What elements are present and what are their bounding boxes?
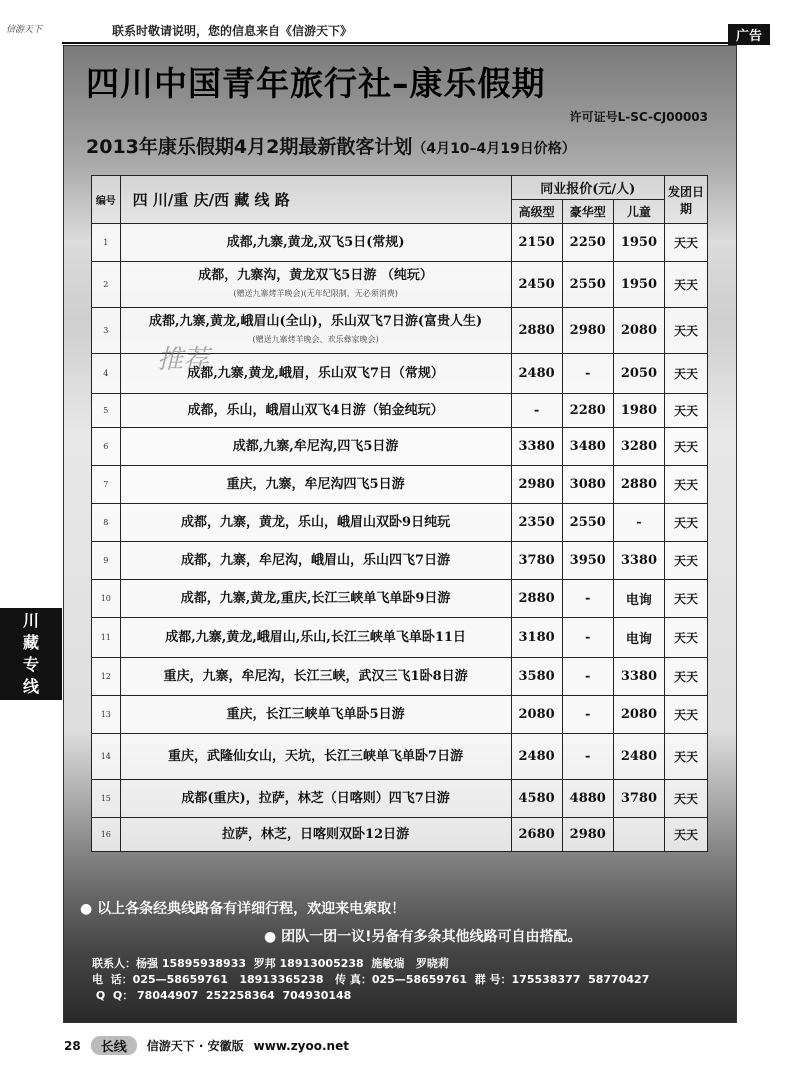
price-high: 2480 [511,354,562,394]
departure-date: 天天 [664,354,707,394]
col-header-number: 编号 [92,176,121,224]
departure-date: 天天 [664,734,707,780]
side-tab-char: 川 [22,611,39,630]
route-note: (赠送九寨烤羊晚会)(无年纪限制，无必须消费) [233,288,398,298]
route-name: 成都,九寨,黄龙,峨眉山(全山)，乐山双飞7日游(富贵人生) [148,313,483,329]
route-name: 成都，九寨沟，黄龙双飞5日游 （纯玩） [198,267,433,283]
price-child: - [613,504,664,542]
price-high: 2450 [511,262,562,308]
price-child: 2480 [613,734,664,780]
price-luxury: - [562,658,613,696]
price-luxury: 4880 [562,780,613,818]
price-luxury: 2980 [562,308,613,354]
contact-qq: Q Q： 78044907 252258364 704930148 [92,989,352,1002]
table-row [92,466,708,504]
price-child: 电询 [613,618,664,658]
section-side-tab [0,608,62,700]
contact-block [92,956,649,1004]
route-cell [120,542,511,580]
table-row [92,542,708,580]
price-luxury: - [562,354,613,394]
price-child: 3280 [613,428,664,466]
row-number: 5 [92,394,121,428]
price-child [613,818,664,852]
col-header-child: 儿童 [613,200,664,224]
price-high: - [511,394,562,428]
table-row [92,696,708,734]
departure-date: 天天 [664,696,707,734]
footer-url: www.zyoo.net [253,1038,349,1053]
route-price-table [91,175,708,852]
col-header-luxury: 豪华型 [562,200,613,224]
table-row [92,504,708,542]
price-luxury: - [562,618,613,658]
table-row [92,224,708,262]
ad-tag: 广告 [728,24,770,45]
price-child: 1950 [613,262,664,308]
price-child: 电询 [613,580,664,618]
route-note: (赠送九寨烤羊晚会、欢乐彝家晚会) [252,334,379,344]
price-high: 2980 [511,466,562,504]
departure-date: 天天 [664,504,707,542]
price-luxury: 3950 [562,542,613,580]
footer-brand: 信游天下 · 安徽版 [146,1039,244,1053]
route-name: 重庆，长江三峡单飞单卧5日游 [226,706,405,722]
departure-date: 天天 [664,542,707,580]
route-cell [120,580,511,618]
route-name: 重庆，武隆仙女山，天坑，长江三峡单飞单卧7日游 [168,748,464,764]
price-child: 1980 [613,394,664,428]
table-row [92,262,708,308]
publication-logo: 信游天下 [6,25,43,35]
price-luxury: 2250 [562,224,613,262]
route-name: 成都,九寨,黄龙,峨眉山,乐山,长江三峡单飞单卧11日 [165,629,466,645]
subtitle-date-range: （4月10–4月19日价格） [412,141,576,157]
col-header-route: 四 川/重 庆/西 藏 线 路 [120,176,511,224]
route-name: 成都,九寨,黄龙,双飞5日(常规) [226,234,405,250]
route-name: 重庆，九寨，牟尼沟四飞5日游 [226,476,405,492]
col-header-high: 高级型 [511,200,562,224]
page-footer [64,1036,349,1055]
contact-phones: 电 话：025—58659761 18913365238 传 真：025—58659761 群 号：175538377 58770427 [92,973,650,986]
price-child: 1950 [613,224,664,262]
price-luxury: 2980 [562,818,613,852]
departure-date: 天天 [664,428,707,466]
route-name: 成都,九寨,黄龙,峨眉，乐山双飞7日（常规） [187,365,444,381]
route-cell [120,224,511,262]
route-cell [120,618,511,658]
route-cell [120,818,511,852]
price-child: 3380 [613,542,664,580]
row-number: 9 [92,542,121,580]
table-row [92,658,708,696]
table-row [92,394,708,428]
route-name: 成都(重庆)，拉萨，林芝（日喀则）四飞7日游 [181,790,450,806]
table-row [92,734,708,780]
advertisement-panel [63,45,737,1023]
route-cell [120,504,511,542]
bullet-itinerary: ● 以上各条经典线路备有详细行程，欢迎来电索取！ [80,901,406,917]
row-number: 8 [92,504,121,542]
side-tab-char: 藏 [22,633,39,652]
route-cell [120,466,511,504]
col-header-price: 同业报价(元/人) [511,176,664,200]
departure-date: 天天 [664,780,707,818]
route-name: 成都，乐山，峨眉山双飞4日游（铂金纯玩） [187,402,444,418]
route-name: 成都，九寨，黄龙，乐山，峨眉山双卧9日纯玩 [181,514,451,530]
row-number: 15 [92,780,121,818]
price-child: 2080 [613,308,664,354]
route-name: 成都，九寨,黄龙,重庆,长江三峡单飞单卧9日游 [180,590,451,606]
departure-date: 天天 [664,618,707,658]
row-number: 11 [92,618,121,658]
price-high: 2480 [511,734,562,780]
row-number: 16 [92,818,121,852]
price-luxury: - [562,734,613,780]
side-tab-char: 专 [22,655,39,674]
price-luxury: - [562,580,613,618]
price-child: 3380 [613,658,664,696]
table-row [92,428,708,466]
recommend-stamp: 推荐 [157,345,210,375]
departure-date: 天天 [664,394,707,428]
bullet-group: ● 团队一团一议!另备有多条其他线路可自由搭配。 [264,929,582,945]
row-number: 14 [92,734,121,780]
col-header-date: 发团日期 [664,176,707,224]
row-number: 6 [92,428,121,466]
row-number: 13 [92,696,121,734]
price-high: 2880 [511,580,562,618]
row-number: 12 [92,658,121,696]
ad-subtitle [86,132,576,159]
route-cell [120,658,511,696]
license-number: 许可证号L-SC-CJ00003 [569,110,708,124]
contact-persons: 联系人：杨强 15895938933 罗邦 18913005238 施敏瑞 罗晓莉 [92,957,449,970]
header-divider [62,42,738,44]
route-cell [120,262,511,308]
side-tab-char: 线 [22,677,39,696]
table-row [92,780,708,818]
price-high: 3380 [511,428,562,466]
section-pill: 长线 [91,1036,137,1055]
price-luxury: 2550 [562,504,613,542]
departure-date: 天天 [664,224,707,262]
price-luxury: 3080 [562,466,613,504]
price-child: 2080 [613,696,664,734]
subtitle-main: 2013年康乐假期4月2期最新散客计划 [86,136,413,158]
route-cell [120,428,511,466]
price-high: 2680 [511,818,562,852]
departure-date: 天天 [664,818,707,852]
price-high: 2880 [511,308,562,354]
price-high: 2150 [511,224,562,262]
price-child: 2050 [613,354,664,394]
row-number: 7 [92,466,121,504]
departure-date: 天天 [664,580,707,618]
row-number: 3 [92,308,121,354]
price-luxury: - [562,696,613,734]
departure-date: 天天 [664,658,707,696]
route-name: 成都，九寨，牟尼沟，峨眉山，乐山四飞7日游 [181,552,451,568]
table-row [92,818,708,852]
route-name: 拉萨，林芝，日喀则双卧12日游 [222,826,410,842]
row-number: 1 [92,224,121,262]
price-high: 3580 [511,658,562,696]
price-high: 4580 [511,780,562,818]
price-luxury: 3480 [562,428,613,466]
table-row [92,580,708,618]
table-row [92,618,708,658]
price-high: 3180 [511,618,562,658]
route-cell [120,734,511,780]
route-cell [120,696,511,734]
route-cell [120,780,511,818]
row-number: 10 [92,580,121,618]
page-number: 28 [64,1038,81,1053]
departure-date: 天天 [664,466,707,504]
price-child: 2880 [613,466,664,504]
route-name: 成都,九寨,牟尼沟,四飞5日游 [232,438,399,454]
route-name: 重庆，九寨，牟尼沟，长江三峡，武汉三飞1卧8日游 [163,668,468,684]
price-high: 2080 [511,696,562,734]
top-bar [0,0,800,44]
ad-title: 四川中国青年旅行社–康乐假期 [86,64,546,103]
departure-date: 天天 [664,262,707,308]
price-high: 2350 [511,504,562,542]
departure-date: 天天 [664,308,707,354]
price-luxury: 2280 [562,394,613,428]
header-notice: 联系时敬请说明，您的信息来自《信游天下》 [112,24,353,38]
price-child: 3780 [613,780,664,818]
row-number: 4 [92,354,121,394]
price-high: 3780 [511,542,562,580]
route-cell [120,394,511,428]
row-number: 2 [92,262,121,308]
price-luxury: 2550 [562,262,613,308]
